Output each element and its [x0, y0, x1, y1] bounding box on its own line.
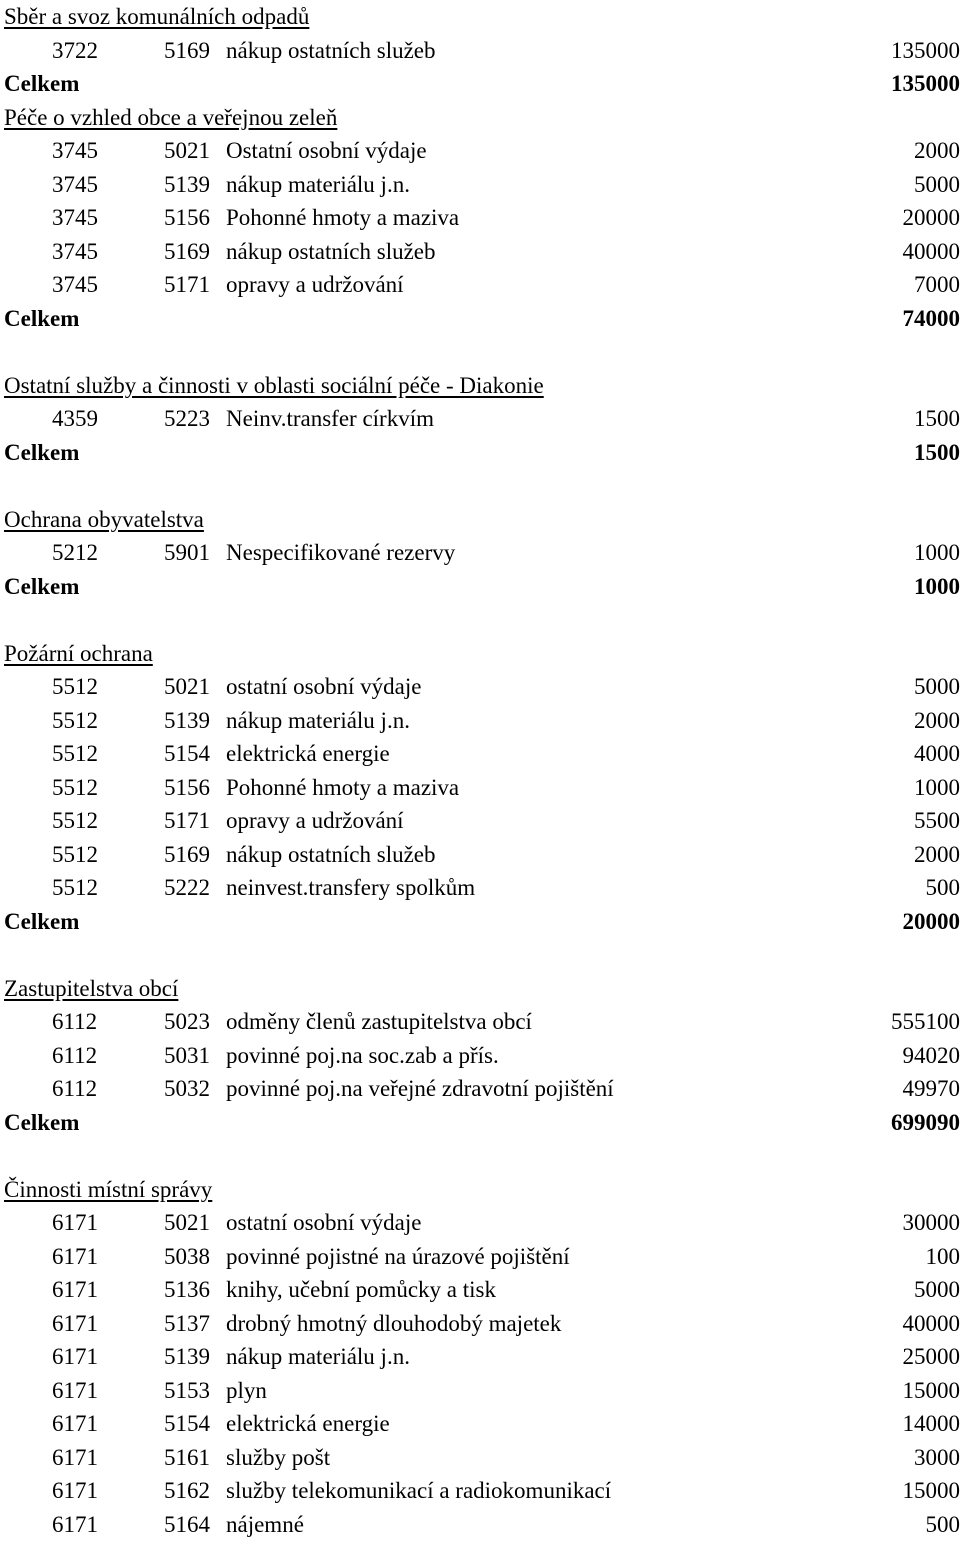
item-amount: 5500: [914, 804, 960, 838]
item-description: služby pošt: [226, 1441, 330, 1475]
total-amount: 20000: [903, 905, 960, 939]
item-amount: 500: [926, 1508, 960, 1541]
polozka-code: 5169: [164, 235, 210, 269]
budget-row: [0, 201, 960, 235]
item-description: odměny členů zastupitelstva obcí: [226, 1005, 532, 1039]
item-amount: 94020: [903, 1039, 960, 1073]
budget-row: [0, 771, 960, 805]
item-description: nákup ostatních služeb: [226, 34, 436, 68]
item-description: nákup ostatních služeb: [226, 235, 436, 269]
section-heading: Zastupitelstva obcí: [0, 972, 960, 1006]
paragraf-code: 3745: [52, 168, 98, 202]
budget-row: [0, 704, 960, 738]
item-description: knihy, učební pomůcky a tisk: [226, 1273, 496, 1307]
item-description: ostatní osobní výdaje: [226, 670, 421, 704]
paragraf-code: 6171: [52, 1307, 98, 1341]
item-description: opravy a udržování: [226, 268, 404, 302]
polozka-code: 5136: [164, 1273, 210, 1307]
budget-row: [0, 1206, 960, 1240]
item-amount: 5000: [914, 670, 960, 704]
total-amount: 135000: [891, 67, 960, 101]
budget-row: [0, 34, 960, 68]
item-amount: 2000: [914, 838, 960, 872]
budget-row: [0, 804, 960, 838]
item-description: nákup materiálu j.n.: [226, 704, 410, 738]
total-label: Celkem: [4, 1106, 79, 1140]
paragraf-code: 6112: [52, 1005, 97, 1039]
item-description: Nespecifikované rezervy: [226, 536, 455, 570]
paragraf-code: 3722: [52, 34, 98, 68]
item-amount: 40000: [903, 235, 960, 269]
budget-row: [0, 1005, 960, 1039]
item-description: opravy a udržování: [226, 804, 404, 838]
item-amount: 1500: [914, 402, 960, 436]
total-amount: 74000: [903, 302, 960, 336]
item-description: neinvest.transfery spolkům: [226, 871, 475, 905]
item-description: povinné poj.na soc.zab a přís.: [226, 1039, 499, 1073]
section-total-row: [0, 905, 960, 939]
item-amount: 25000: [903, 1340, 960, 1374]
section-gap: [0, 603, 960, 637]
paragraf-code: 5512: [52, 871, 98, 905]
total-amount: 699090: [891, 1106, 960, 1140]
polozka-code: 5021: [164, 670, 210, 704]
total-label: Celkem: [4, 436, 79, 470]
polozka-code: 5139: [164, 704, 210, 738]
budget-row: [0, 1072, 960, 1106]
paragraf-code: 6171: [52, 1474, 98, 1508]
polozka-code: 5171: [164, 804, 210, 838]
budget-row: [0, 235, 960, 269]
polozka-code: 5154: [164, 737, 210, 771]
item-amount: 100: [926, 1240, 960, 1274]
polozka-code: 5137: [164, 1307, 210, 1341]
item-amount: 40000: [903, 1307, 960, 1341]
budget-row: [0, 1474, 960, 1508]
item-amount: 30000: [903, 1206, 960, 1240]
paragraf-code: 6171: [52, 1407, 98, 1441]
item-amount: 5000: [914, 168, 960, 202]
budget-row: [0, 168, 960, 202]
polozka-code: 5021: [164, 134, 210, 168]
item-amount: 20000: [903, 201, 960, 235]
total-label: Celkem: [4, 570, 79, 604]
budget-row: [0, 737, 960, 771]
paragraf-code: 6171: [52, 1441, 98, 1475]
paragraf-code: 4359: [52, 402, 98, 436]
section-gap: [0, 938, 960, 972]
paragraf-code: 6112: [52, 1072, 97, 1106]
budget-row: [0, 1240, 960, 1274]
total-label: Celkem: [4, 905, 79, 939]
paragraf-code: 6171: [52, 1374, 98, 1408]
budget-row: [0, 402, 960, 436]
paragraf-code: 5512: [52, 737, 98, 771]
polozka-code: 5901: [164, 536, 210, 570]
item-description: Pohonné hmoty a maziva: [226, 771, 459, 805]
polozka-code: 5169: [164, 34, 210, 68]
item-description: Neinv.transfer církvím: [226, 402, 434, 436]
item-amount: 2000: [914, 704, 960, 738]
budget-row: [0, 134, 960, 168]
paragraf-code: 3745: [52, 201, 98, 235]
item-amount: 3000: [914, 1441, 960, 1475]
item-description: nákup materiálu j.n.: [226, 168, 410, 202]
paragraf-code: 5512: [52, 704, 98, 738]
polozka-code: 5023: [164, 1005, 210, 1039]
polozka-code: 5031: [164, 1039, 210, 1073]
item-description: povinné poj.na veřejné zdravotní pojištění: [226, 1072, 614, 1106]
budget-row: [0, 268, 960, 302]
paragraf-code: 6171: [52, 1340, 98, 1374]
polozka-code: 5222: [164, 871, 210, 905]
polozka-code: 5164: [164, 1508, 210, 1541]
item-description: nákup ostatních služeb: [226, 838, 436, 872]
budget-row: [0, 670, 960, 704]
paragraf-code: 6171: [52, 1508, 98, 1541]
item-amount: 7000: [914, 268, 960, 302]
item-description: povinné pojistné na úrazové pojištění: [226, 1240, 570, 1274]
item-description: služby telekomunikací a radiokomunikací: [226, 1474, 611, 1508]
total-label: Celkem: [4, 302, 79, 336]
budget-row: [0, 1441, 960, 1475]
section-total-row: [0, 302, 960, 336]
budget-row: [0, 1340, 960, 1374]
item-amount: 555100: [891, 1005, 960, 1039]
section-gap: [0, 335, 960, 369]
paragraf-code: 3745: [52, 268, 98, 302]
item-description: nájemné: [226, 1508, 304, 1541]
polozka-code: 5162: [164, 1474, 210, 1508]
budget-row: [0, 871, 960, 905]
item-description: ostatní osobní výdaje: [226, 1206, 421, 1240]
budget-row: [0, 1374, 960, 1408]
section-gap: [0, 469, 960, 503]
paragraf-code: 5512: [52, 838, 98, 872]
paragraf-code: 6112: [52, 1039, 97, 1073]
budget-row: [0, 1407, 960, 1441]
polozka-code: 5169: [164, 838, 210, 872]
item-description: drobný hmotný dlouhodobý majetek: [226, 1307, 561, 1341]
paragraf-code: 6171: [52, 1240, 98, 1274]
section-heading: Ostatní služby a činnosti v oblasti sociální péče - Diakonie: [0, 369, 960, 403]
item-amount: 14000: [903, 1407, 960, 1441]
item-description: elektrická energie: [226, 1407, 390, 1441]
polozka-code: 5038: [164, 1240, 210, 1274]
section-total-row: [0, 1106, 960, 1140]
section-gap: [0, 1139, 960, 1173]
total-amount: 1500: [914, 436, 960, 470]
polozka-code: 5171: [164, 268, 210, 302]
section-total-row: [0, 436, 960, 470]
section-heading: Péče o vzhled obce a veřejnou zeleň: [0, 101, 960, 135]
paragraf-code: 6171: [52, 1206, 98, 1240]
polozka-code: 5223: [164, 402, 210, 436]
item-description: elektrická energie: [226, 737, 390, 771]
item-description: plyn: [226, 1374, 267, 1408]
item-description: nákup materiálu j.n.: [226, 1340, 410, 1374]
section-total-row: [0, 570, 960, 604]
section-total-row: [0, 67, 960, 101]
paragraf-code: 3745: [52, 134, 98, 168]
budget-row: [0, 1508, 960, 1541]
budget-row: [0, 1307, 960, 1341]
item-amount: 1000: [914, 536, 960, 570]
section-heading: Požární ochrana: [0, 637, 960, 671]
item-amount: 5000: [914, 1273, 960, 1307]
item-description: Ostatní osobní výdaje: [226, 134, 427, 168]
paragraf-code: 5512: [52, 804, 98, 838]
item-amount: 15000: [903, 1374, 960, 1408]
item-amount: 135000: [891, 34, 960, 68]
polozka-code: 5154: [164, 1407, 210, 1441]
polozka-code: 5032: [164, 1072, 210, 1106]
polozka-code: 5156: [164, 771, 210, 805]
budget-row: [0, 838, 960, 872]
budget-row: [0, 1039, 960, 1073]
budget-row: [0, 1273, 960, 1307]
budget-row: [0, 536, 960, 570]
section-heading: Sběr a svoz komunálních odpadů: [0, 0, 960, 34]
polozka-code: 5161: [164, 1441, 210, 1475]
polozka-code: 5153: [164, 1374, 210, 1408]
paragraf-code: 5212: [52, 536, 98, 570]
section-heading: Činnosti místní správy: [0, 1173, 960, 1207]
item-amount: 1000: [914, 771, 960, 805]
paragraf-code: 5512: [52, 771, 98, 805]
paragraf-code: 6171: [52, 1273, 98, 1307]
item-description: Pohonné hmoty a maziva: [226, 201, 459, 235]
section-heading: Ochrana obyvatelstva: [0, 503, 960, 537]
polozka-code: 5139: [164, 1340, 210, 1374]
polozka-code: 5139: [164, 168, 210, 202]
item-amount: 15000: [903, 1474, 960, 1508]
item-amount: 4000: [914, 737, 960, 771]
total-label: Celkem: [4, 67, 79, 101]
paragraf-code: 3745: [52, 235, 98, 269]
item-amount: 500: [926, 871, 960, 905]
polozka-code: 5156: [164, 201, 210, 235]
paragraf-code: 5512: [52, 670, 98, 704]
item-amount: 49970: [903, 1072, 960, 1106]
polozka-code: 5021: [164, 1206, 210, 1240]
total-amount: 1000: [914, 570, 960, 604]
item-amount: 2000: [914, 134, 960, 168]
